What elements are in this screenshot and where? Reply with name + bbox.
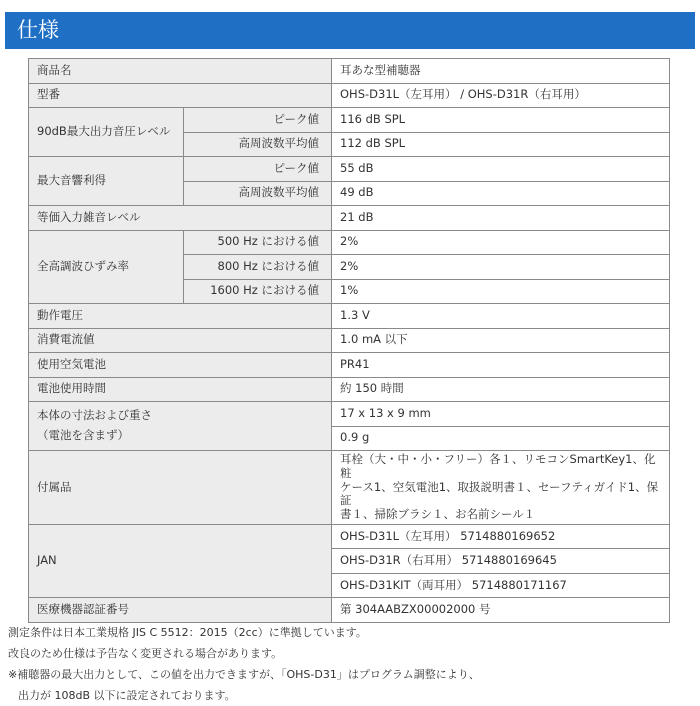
row-label: 型番 (29, 83, 332, 108)
spec-table (28, 58, 670, 623)
table-row (29, 304, 670, 329)
row-value: 第 304AABZX00002000 号 (332, 598, 670, 623)
row-value: 49 dB (332, 181, 670, 206)
footnote: 改良のため仕様は予告なく変更される場合があります。 (8, 647, 283, 660)
row-label: 使用空気電池 (29, 353, 332, 378)
row-value: 116 dB SPL (332, 108, 670, 133)
row-value: OHS-D31R（右耳用） 5714880169645 (332, 549, 670, 574)
row-label: JAN (29, 524, 332, 598)
row-label: 全高調波ひずみ率 (29, 230, 184, 304)
row-value: 耳栓（大・中・小・フリー）各１、リモコンSmartKey1、化粧 ケース1、空気電池1、取扱説明書１、セーフティガイド1、保証 書１、掃除ブラシ１、お名前シール１ (332, 451, 670, 525)
row-label-line: 本体の寸法および重さ (37, 408, 152, 423)
row-value: 1% (332, 279, 670, 304)
footnotes (8, 622, 694, 706)
section-title: 仕様 (5, 12, 695, 49)
table-row (29, 524, 670, 549)
row-value: 112 dB SPL (332, 132, 670, 157)
row-label: 最大音響利得 (29, 157, 184, 206)
row-sublabel: 500 Hz における値 (184, 230, 332, 255)
row-sublabel: 800 Hz における値 (184, 255, 332, 280)
footnote: 出力が 108dB 以下に設定されております。 (18, 689, 236, 702)
row-sublabel: ピーク値 (184, 157, 332, 182)
footnote: ※補聴器の最大出力として、この値を出力できますが、「OHS-D31」はプログラム調整により、 (8, 668, 480, 681)
row-value: OHS-D31L（左耳用） / OHS-D31R（右耳用） (332, 83, 670, 108)
table-row (29, 83, 670, 108)
row-label (29, 402, 332, 451)
row-value: 1.0 mA 以下 (332, 328, 670, 353)
row-value: 2% (332, 255, 670, 280)
row-value: PR41 (332, 353, 670, 378)
row-value: 1.3 V (332, 304, 670, 329)
row-label: 90dB最大出力音圧レベル (29, 108, 184, 157)
row-value: OHS-D31KIT（両耳用） 5714880171167 (332, 573, 670, 598)
table-row (29, 206, 670, 231)
row-label: 商品名 (29, 59, 332, 84)
table-row (29, 157, 670, 182)
row-value: OHS-D31L（左耳用） 5714880169652 (332, 524, 670, 549)
row-sublabel: 高周波数平均値 (184, 132, 332, 157)
row-value: 21 dB (332, 206, 670, 231)
row-value: 17 x 13 x 9 mm (332, 402, 670, 427)
row-label: 消費電流値 (29, 328, 332, 353)
table-row (29, 451, 670, 525)
row-sublabel: 1600 Hz における値 (184, 279, 332, 304)
row-value: 約 150 時間 (332, 377, 670, 402)
row-value: 2% (332, 230, 670, 255)
table-row (29, 598, 670, 623)
row-label: 動作電圧 (29, 304, 332, 329)
row-label: 等価入力雑音レベル (29, 206, 332, 231)
row-label-line: （電池を含まず） (37, 428, 129, 442)
row-label: 付属品 (29, 451, 332, 525)
table-row (29, 328, 670, 353)
footnote: 測定条件は日本工業規格 JIS C 5512：2015（2cc）に準拠しています。 (8, 626, 367, 639)
row-value: 55 dB (332, 157, 670, 182)
row-value: 耳あな型補聴器 (332, 59, 670, 84)
table-row (29, 353, 670, 378)
table-row (29, 59, 670, 84)
row-sublabel: ピーク値 (184, 108, 332, 133)
table-row (29, 230, 670, 255)
table-row (29, 377, 670, 402)
row-sublabel: 高周波数平均値 (184, 181, 332, 206)
table-row (29, 402, 670, 427)
row-label: 電池使用時間 (29, 377, 332, 402)
table-row (29, 108, 670, 133)
row-label: 医療機器認証番号 (29, 598, 332, 623)
row-value: 0.9 g (332, 426, 670, 451)
